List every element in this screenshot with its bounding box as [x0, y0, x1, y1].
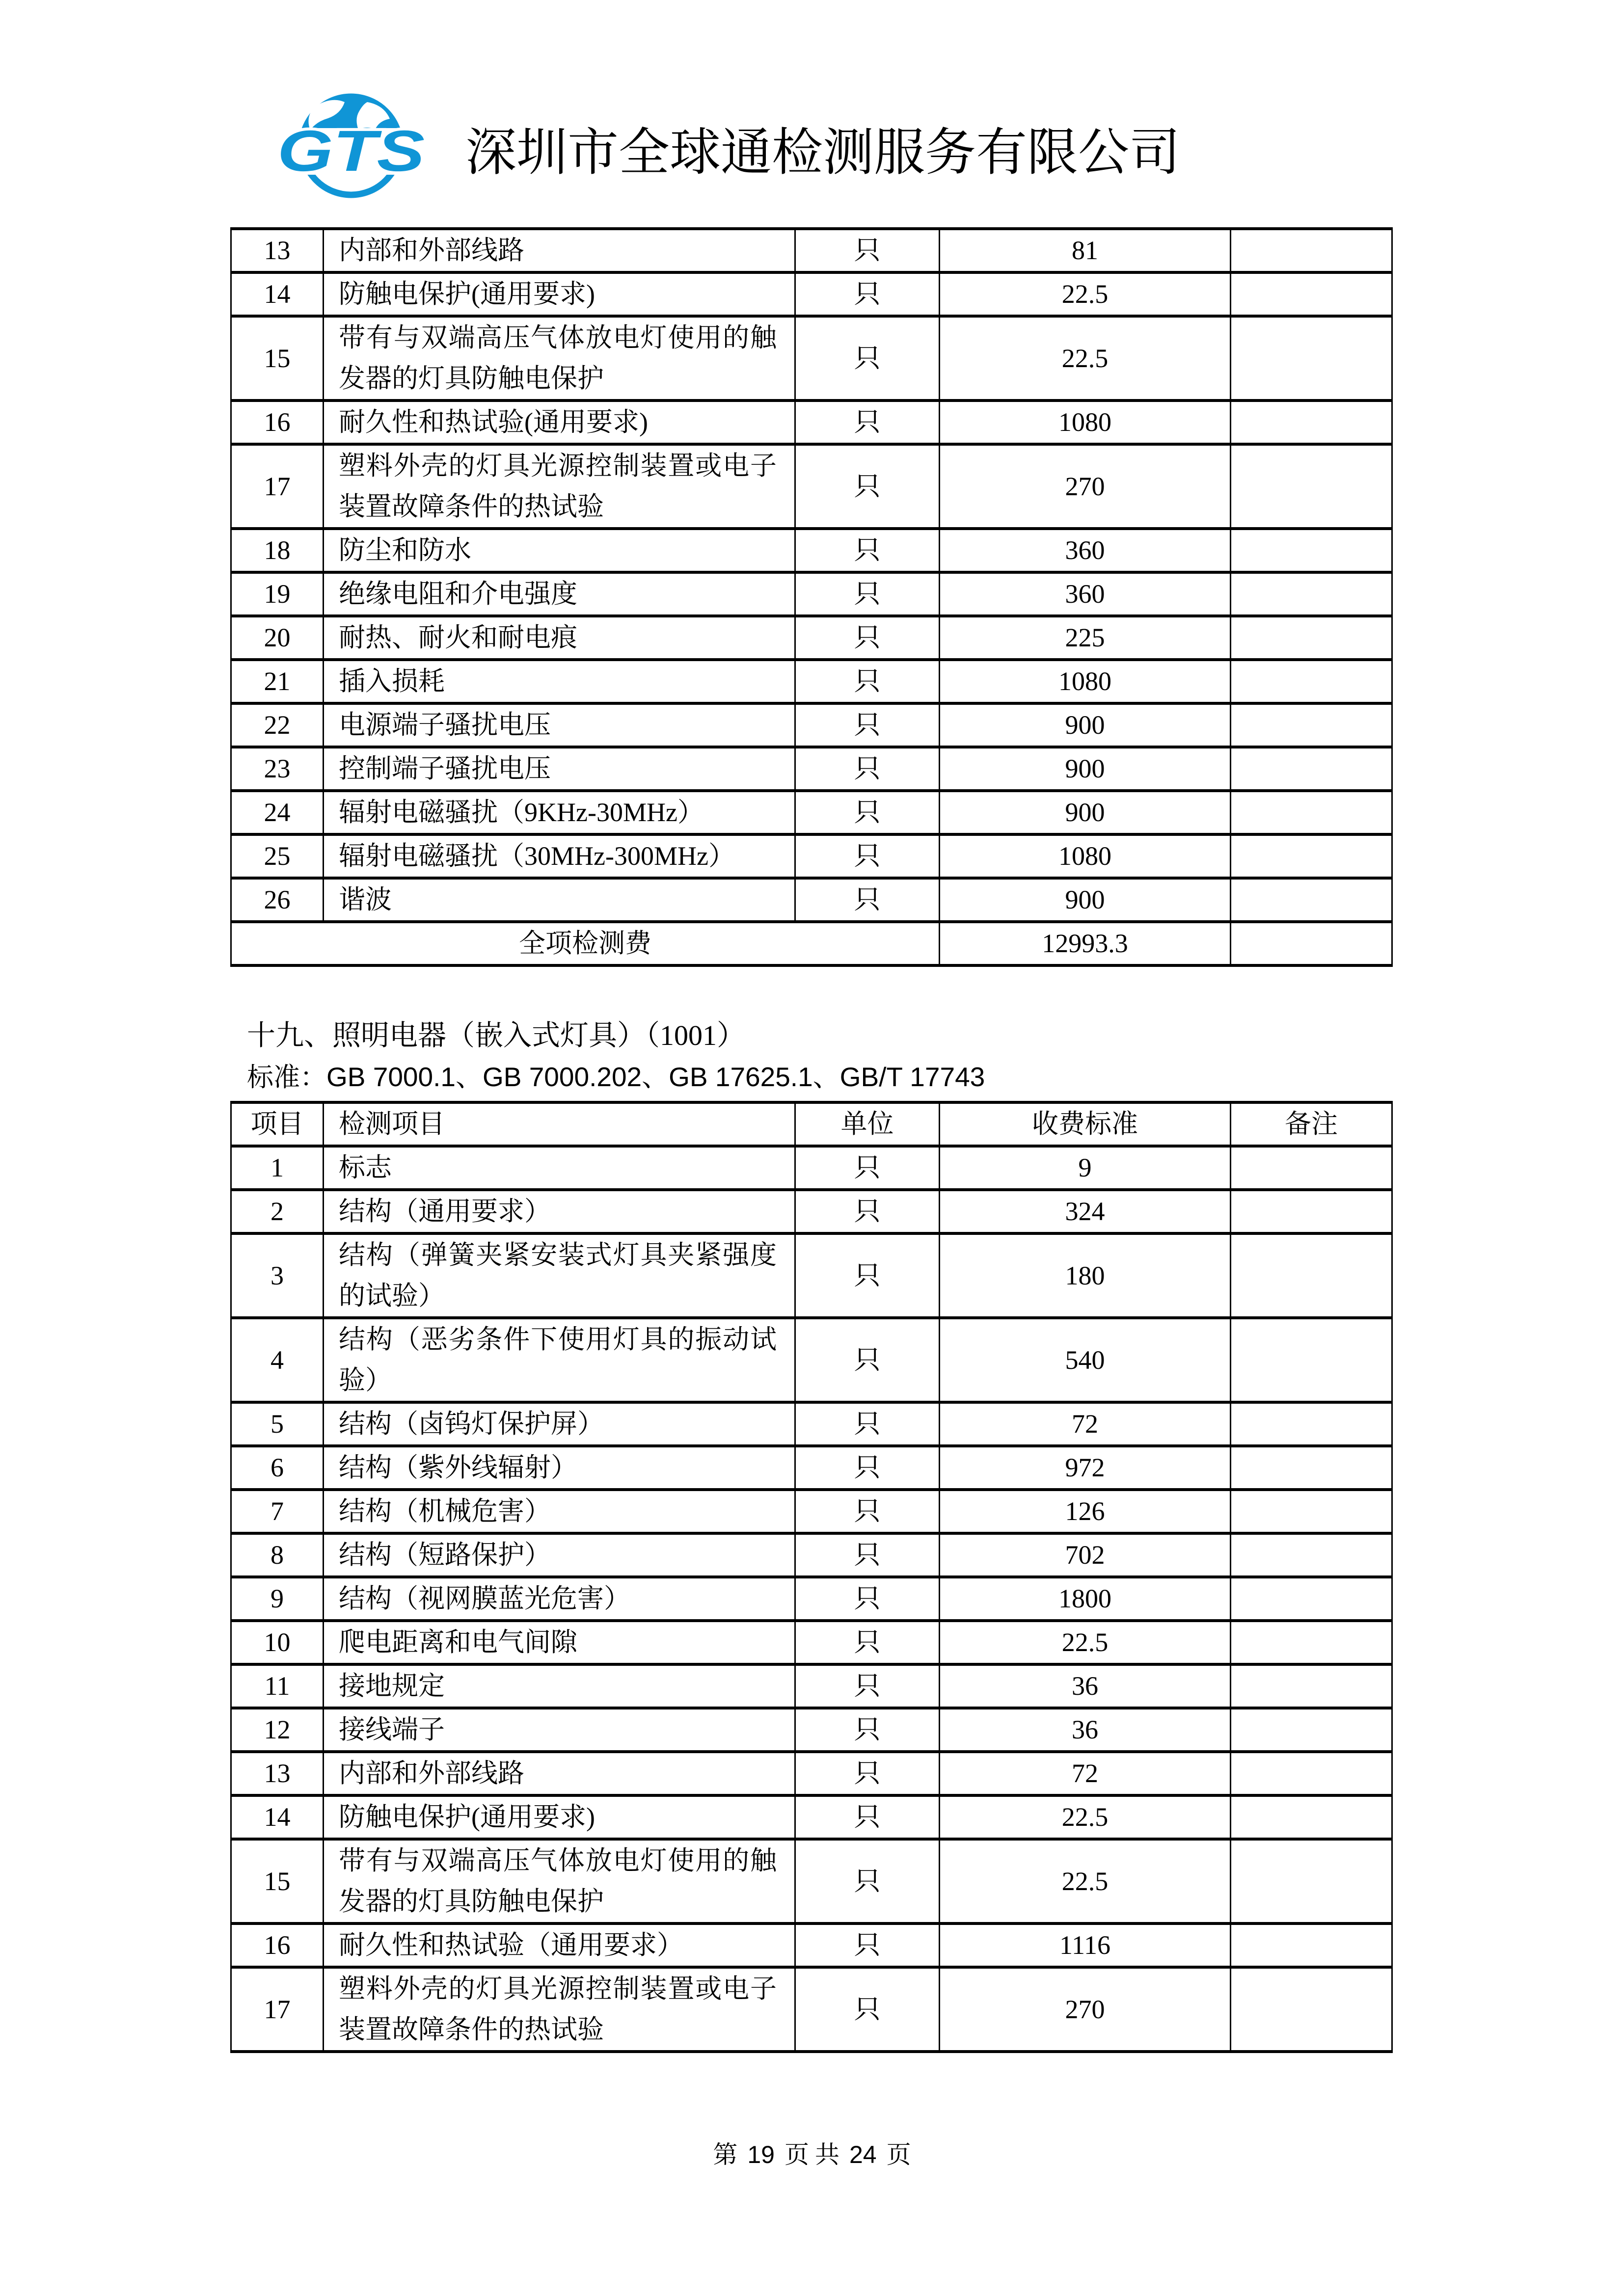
standards-line: [247, 1060, 985, 1094]
remark: [1231, 616, 1392, 660]
company-name: 深圳市全球通检测服务有限公司: [465, 125, 1181, 181]
item-no: 24: [231, 791, 324, 834]
standards-value: GB 7000.1、GB 7000.202、GB 17625.1、GB/T 17743: [326, 1062, 985, 1092]
item-no: 25: [231, 834, 324, 878]
test-item: 结构（视网膜蓝光危害）: [324, 1577, 795, 1621]
unit: 只: [795, 1577, 940, 1621]
fee: 360: [940, 529, 1231, 572]
table-row: [231, 834, 1392, 878]
fee: 22.5: [940, 1839, 1231, 1923]
table-row: [231, 1923, 1392, 1967]
fee: 1080: [940, 834, 1231, 878]
item-no: 13: [231, 229, 324, 272]
remark: [1231, 572, 1392, 616]
test-item: 结构（通用要求）: [324, 1190, 795, 1233]
item-no: 19: [231, 572, 324, 616]
remark: [1231, 1708, 1392, 1752]
footer-label-ye2: 页: [886, 2141, 911, 2168]
unit: 只: [795, 272, 940, 316]
table-row: [231, 1446, 1392, 1490]
header-test-item: 检测项目: [324, 1102, 795, 1146]
test-item: 塑料外壳的灯具光源控制装置或电子装置故障条件的热试验: [324, 1967, 795, 2052]
item-no: 17: [231, 444, 324, 529]
fee: 900: [940, 703, 1231, 747]
unit: 只: [795, 878, 940, 922]
remark: [1231, 878, 1392, 922]
item-no: 14: [231, 272, 324, 316]
test-item: 耐热、耐火和耐电痕: [324, 616, 795, 660]
footer-total-pages: 24: [849, 2141, 877, 2168]
page-footer: [0, 2140, 1624, 2169]
fee: 702: [940, 1533, 1231, 1577]
table-row: [231, 1233, 1392, 1318]
fee: 900: [940, 791, 1231, 834]
test-item: 防尘和防水: [324, 529, 795, 572]
table-row: [231, 529, 1392, 572]
item-no: 1: [231, 1146, 324, 1190]
remark: [1231, 444, 1392, 529]
remark: [1231, 747, 1392, 791]
table-row: [231, 1402, 1392, 1446]
unit: 只: [795, 1146, 940, 1190]
fee: 225: [940, 616, 1231, 660]
test-item: 结构（短路保护）: [324, 1533, 795, 1577]
unit: 只: [795, 1318, 940, 1402]
unit: 只: [795, 400, 940, 444]
fee: 36: [940, 1664, 1231, 1708]
remark: [1231, 1190, 1392, 1233]
fee: 324: [940, 1190, 1231, 1233]
remark: [1231, 1839, 1392, 1923]
unit: 只: [795, 1490, 940, 1533]
footer-label-di: 第: [713, 2141, 738, 2168]
fee: 180: [940, 1233, 1231, 1318]
unit: 只: [795, 660, 940, 703]
unit: 只: [795, 1752, 940, 1795]
fee: 540: [940, 1318, 1231, 1402]
item-no: 20: [231, 616, 324, 660]
test-item: 内部和外部线路: [324, 229, 795, 272]
remark: [1231, 834, 1392, 878]
table-row: [231, 1490, 1392, 1533]
fee: 22.5: [940, 272, 1231, 316]
unit: 只: [795, 316, 940, 400]
table-row: [231, 878, 1392, 922]
fee: 22.5: [940, 1795, 1231, 1839]
total-row: [231, 922, 1392, 965]
fee: 900: [940, 747, 1231, 791]
footer-label-gong: 共: [815, 2141, 839, 2168]
table-row: [231, 1533, 1392, 1577]
unit: 只: [795, 1708, 940, 1752]
test-item: 内部和外部线路: [324, 1752, 795, 1795]
fee-table-continued: [230, 227, 1393, 967]
remark: [1231, 1146, 1392, 1190]
test-item: 标志: [324, 1146, 795, 1190]
test-item: 带有与双端高压气体放电灯使用的触发器的灯具防触电保护: [324, 1839, 795, 1923]
fee: 1116: [940, 1923, 1231, 1967]
header-fee: 收费标准: [940, 1102, 1231, 1146]
test-item: 塑料外壳的灯具光源控制装置或电子装置故障条件的热试验: [324, 444, 795, 529]
table-row: [231, 791, 1392, 834]
unit: 只: [795, 1795, 940, 1839]
table-row: [231, 703, 1392, 747]
header-unit: 单位: [795, 1102, 940, 1146]
fee: 126: [940, 1490, 1231, 1533]
test-item: 结构（卤钨灯保护屏）: [324, 1402, 795, 1446]
fee: 72: [940, 1752, 1231, 1795]
table-row: [231, 1708, 1392, 1752]
standards-label: 标准：: [247, 1063, 326, 1092]
item-no: 18: [231, 529, 324, 572]
header-item-no: 项目: [231, 1102, 324, 1146]
fee: 270: [940, 1967, 1231, 2052]
fee: 972: [940, 1446, 1231, 1490]
test-item: 结构（紫外线辐射）: [324, 1446, 795, 1490]
test-item: 辐射电磁骚扰（30MHz-300MHz）: [324, 834, 795, 878]
unit: 只: [795, 444, 940, 529]
unit: 只: [795, 1923, 940, 1967]
test-item: 结构（弹簧夹紧安装式灯具夹紧强度的试验）: [324, 1233, 795, 1318]
unit: 只: [795, 1446, 940, 1490]
unit: 只: [795, 616, 940, 660]
test-item: 接地规定: [324, 1664, 795, 1708]
table-row: [231, 747, 1392, 791]
remark: [1231, 1233, 1392, 1318]
fee: 1080: [940, 400, 1231, 444]
remark: [1231, 400, 1392, 444]
item-no: 2: [231, 1190, 324, 1233]
unit: 只: [795, 834, 940, 878]
item-no: 17: [231, 1967, 324, 2052]
test-item: 绝缘电阻和介电强度: [324, 572, 795, 616]
table-row: [231, 1839, 1392, 1923]
table-row: [231, 400, 1392, 444]
test-item: 爬电距离和电气间隙: [324, 1621, 795, 1664]
remark: [1231, 1621, 1392, 1664]
unit: 只: [795, 1190, 940, 1233]
footer-page-number: 19: [747, 2141, 775, 2168]
unit: 只: [795, 529, 940, 572]
fee: 36: [940, 1708, 1231, 1752]
remark: [1231, 660, 1392, 703]
unit: 只: [795, 229, 940, 272]
fee: 22.5: [940, 316, 1231, 400]
remark: [1231, 1402, 1392, 1446]
unit: 只: [795, 572, 940, 616]
remark: [1231, 1318, 1392, 1402]
remark: [1231, 272, 1392, 316]
gts-globe-logo-icon: [271, 77, 433, 224]
item-no: 12: [231, 1708, 324, 1752]
item-no: 22: [231, 703, 324, 747]
test-item: 辐射电磁骚扰（9KHz-30MHz）: [324, 791, 795, 834]
remark: [1231, 1752, 1392, 1795]
table-row: [231, 1752, 1392, 1795]
total-fee: 12993.3: [940, 922, 1231, 965]
table-row: [231, 229, 1392, 272]
fee: 72: [940, 1402, 1231, 1446]
fee: 360: [940, 572, 1231, 616]
fee: 9: [940, 1146, 1231, 1190]
test-item: 结构（恶劣条件下使用灯具的振动试验）: [324, 1318, 795, 1402]
table-row: [231, 572, 1392, 616]
test-item: 插入损耗: [324, 660, 795, 703]
unit: 只: [795, 1839, 940, 1923]
remark: [1231, 791, 1392, 834]
item-no: 16: [231, 400, 324, 444]
table-row: [231, 1146, 1392, 1190]
remark: [1231, 1533, 1392, 1577]
remark: [1231, 1446, 1392, 1490]
remark: [1231, 703, 1392, 747]
test-item: 防触电保护(通用要求): [324, 1795, 795, 1839]
table-row: [231, 1577, 1392, 1621]
fee: 1080: [940, 660, 1231, 703]
remark: [1231, 1967, 1392, 2052]
unit: 只: [795, 1402, 940, 1446]
item-no: 3: [231, 1233, 324, 1318]
item-no: 26: [231, 878, 324, 922]
item-no: 15: [231, 1839, 324, 1923]
test-item: 控制端子骚扰电压: [324, 747, 795, 791]
item-no: 8: [231, 1533, 324, 1577]
table-header-row: [231, 1102, 1392, 1146]
unit: 只: [795, 1967, 940, 2052]
test-item: 谐波: [324, 878, 795, 922]
table-row: [231, 1795, 1392, 1839]
total-label: 全项检测费: [231, 922, 940, 965]
table-row: [231, 1967, 1392, 2052]
fee: 22.5: [940, 1621, 1231, 1664]
item-no: 6: [231, 1446, 324, 1490]
unit: 只: [795, 703, 940, 747]
fee-table-section-19: [230, 1101, 1393, 2053]
remark: [1231, 1490, 1392, 1533]
table-row: [231, 444, 1392, 529]
remark: [1231, 529, 1392, 572]
test-item: 接线端子: [324, 1708, 795, 1752]
item-no: 7: [231, 1490, 324, 1533]
table-row: [231, 1190, 1392, 1233]
unit: 只: [795, 791, 940, 834]
item-no: 4: [231, 1318, 324, 1402]
table-row: [231, 272, 1392, 316]
remark: [1231, 1923, 1392, 1967]
remark: [1231, 316, 1392, 400]
header-remark: 备注: [1231, 1102, 1392, 1146]
item-no: 16: [231, 1923, 324, 1967]
item-no: 11: [231, 1664, 324, 1708]
unit: 只: [795, 1664, 940, 1708]
item-no: 23: [231, 747, 324, 791]
unit: 只: [795, 1233, 940, 1318]
table-row: [231, 1664, 1392, 1708]
fee: 270: [940, 444, 1231, 529]
item-no: 13: [231, 1752, 324, 1795]
footer-label-ye1: 页: [785, 2141, 809, 2168]
table-row: [231, 1621, 1392, 1664]
test-item: 结构（机械危害）: [324, 1490, 795, 1533]
item-no: 5: [231, 1402, 324, 1446]
table-row: [231, 1318, 1392, 1402]
remark: [1231, 1664, 1392, 1708]
item-no: 14: [231, 1795, 324, 1839]
fee: 81: [940, 229, 1231, 272]
test-item: 电源端子骚扰电压: [324, 703, 795, 747]
item-no: 9: [231, 1577, 324, 1621]
item-no: 10: [231, 1621, 324, 1664]
test-item: 带有与双端高压气体放电灯使用的触发器的灯具防触电保护: [324, 316, 795, 400]
remark: [1231, 1577, 1392, 1621]
remark: [1231, 1795, 1392, 1839]
logo-text: GTS: [277, 119, 425, 184]
table-row: [231, 616, 1392, 660]
section-title: 十九、照明电器（嵌入式灯具）（1001）: [247, 1019, 746, 1051]
table-row: [231, 316, 1392, 400]
unit: 只: [795, 1621, 940, 1664]
total-remark: [1231, 922, 1392, 965]
unit: 只: [795, 1533, 940, 1577]
test-item: 耐久性和热试验（通用要求）: [324, 1923, 795, 1967]
table-row: [231, 660, 1392, 703]
item-no: 15: [231, 316, 324, 400]
fee: 900: [940, 878, 1231, 922]
remark: [1231, 229, 1392, 272]
item-no: 21: [231, 660, 324, 703]
test-item: 防触电保护(通用要求): [324, 272, 795, 316]
fee: 1800: [940, 1577, 1231, 1621]
unit: 只: [795, 747, 940, 791]
test-item: 耐久性和热试验(通用要求): [324, 400, 795, 444]
